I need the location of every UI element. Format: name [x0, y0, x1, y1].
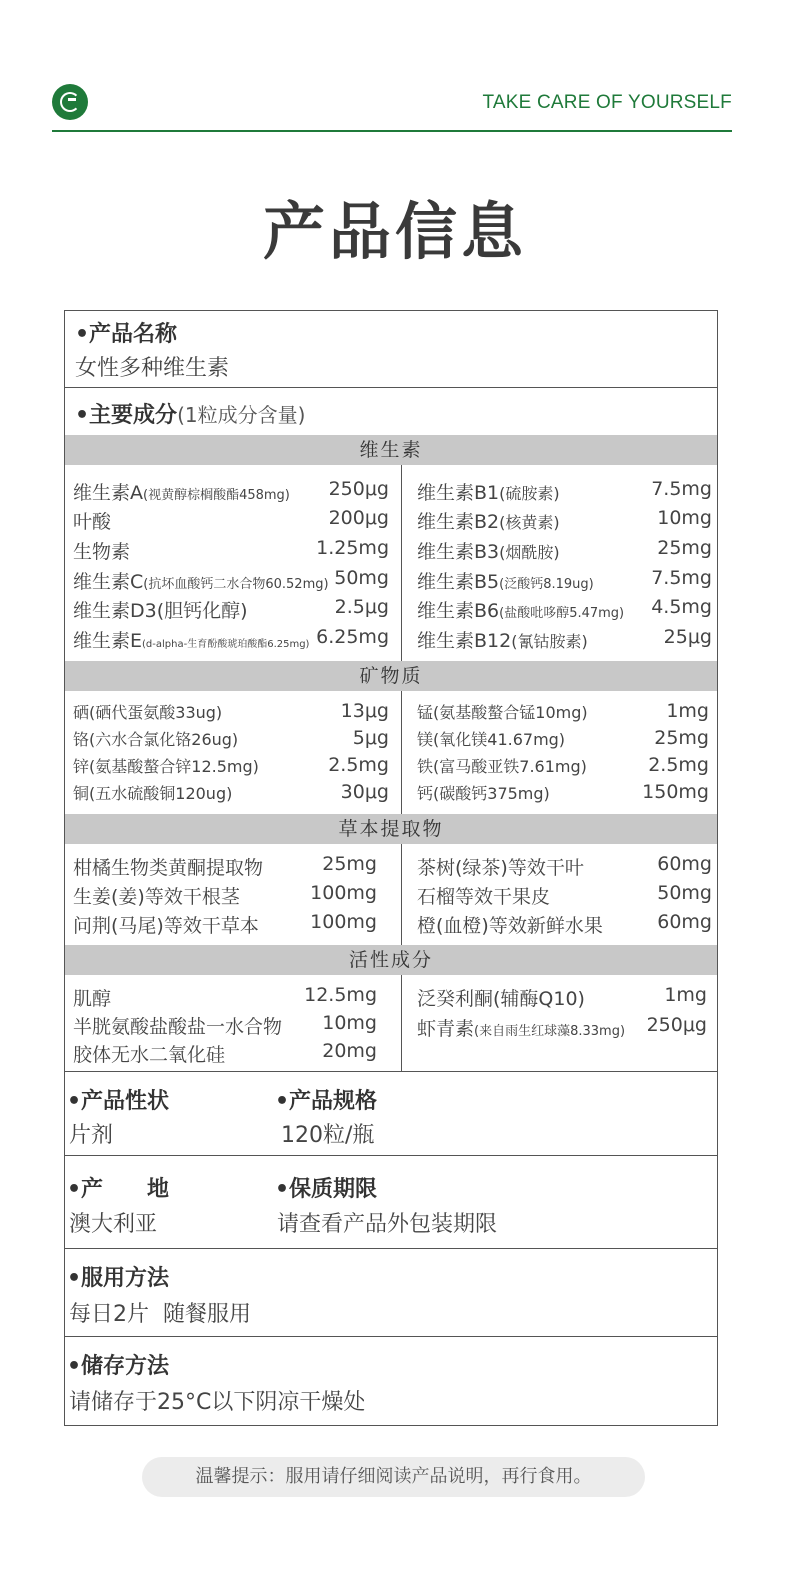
blood-orange-amount: 60mg: [657, 911, 712, 933]
herbs-band: 草本提取物: [65, 814, 717, 844]
brand-logo-icon: [52, 84, 88, 120]
vitamin-c-amount: 50mg: [334, 567, 389, 589]
minerals-band: 矿物质: [65, 661, 717, 691]
product-name-row: [65, 311, 717, 388]
vitamin-e: 维生素E(d-alpha-生育酚酸琥珀酸酯6.25mg): [73, 630, 310, 652]
vitamin-b1-amount: 7.5mg: [651, 478, 712, 500]
vitamin-d3-amount: 2.5μg: [334, 596, 389, 618]
pomegranate-amount: 50mg: [657, 882, 712, 904]
vitamin-b6-amount: 4.5mg: [651, 596, 712, 618]
vitamin-d3: 维生素D3(胆钙化醇): [73, 600, 248, 622]
astaxanthin-amount: 250μg: [646, 1014, 707, 1036]
form-spec-row: [65, 1072, 717, 1156]
selenium: 硒(硒代蛋氨酸33ug): [73, 703, 223, 722]
column-divider: [401, 465, 402, 661]
ginger-amount: 100mg: [310, 882, 377, 904]
vitamin-b3: 维生素B3(烟酰胺): [417, 541, 560, 563]
selenium-amount: 13μg: [340, 700, 389, 722]
copper-amount: 30μg: [340, 781, 389, 803]
vitamin-b1: 维生素B1(硫胺素): [417, 482, 560, 504]
copper: 铜(五水硫酸铜120ug): [73, 784, 233, 803]
vitamin-b12: 维生素B12(氰钴胺素): [417, 630, 588, 652]
origin-label: •产 地: [67, 1177, 170, 1202]
spec-value: 120粒/瓶: [281, 1123, 375, 1148]
astaxanthin: 虾青素(来自雨生红球藻8.33mg): [417, 1018, 626, 1040]
inositol: 肌醇: [73, 988, 112, 1010]
horsetail-amount: 100mg: [310, 911, 377, 933]
storage-value: 请储存于25°C以下阴凉干燥处: [69, 1390, 366, 1415]
magnesium: 镁(氧化镁41.67mg): [417, 730, 566, 749]
column-divider: [401, 844, 402, 945]
zinc: 锌(氨基酸螯合锌12.5mg): [73, 757, 259, 776]
vitamin-b2: 维生素B2(核黄素): [417, 511, 560, 533]
zinc-amount: 2.5mg: [328, 754, 389, 776]
vitamin-a-amount: 250μg: [328, 478, 389, 500]
vitamins-band: 维生素: [65, 435, 717, 465]
biotin-amount: 1.25mg: [316, 537, 389, 559]
origin-shelf-row: [65, 1156, 717, 1249]
storage-label: •储存方法: [67, 1354, 170, 1379]
usage-row: [65, 1249, 717, 1337]
vitamin-b2-amount: 10mg: [657, 507, 712, 529]
usage-label: •服用方法: [67, 1266, 170, 1291]
form-value: 片剂: [69, 1123, 114, 1148]
blood-orange: 橙(血橙)等效新鲜水果: [417, 915, 603, 937]
actives-band: 活性成分: [65, 945, 717, 975]
ingredients-label: •主要成分(1粒成分含量): [75, 403, 306, 428]
iron: 铁(富马酸亚铁7.61mg): [417, 757, 587, 776]
chromium: 铬(六水合氯化铬26ug): [73, 730, 239, 749]
inositol-amount: 12.5mg: [304, 984, 377, 1006]
product-name-label: •产品名称: [75, 322, 178, 347]
colloidal-silica-amount: 20mg: [322, 1040, 377, 1062]
product-name-value: 女性多种维生素: [75, 356, 230, 381]
colloidal-silica: 胶体无水二氧化硅: [73, 1044, 226, 1066]
product-info-table: [64, 310, 718, 1426]
green-tea: 茶树(绿茶)等效干叶: [417, 857, 584, 879]
vitamin-b3-amount: 25mg: [657, 537, 712, 559]
horsetail: 问荆(马尾)等效干草本: [73, 915, 259, 937]
pomegranate: 石榴等效干果皮: [417, 886, 551, 908]
vitamin-a: 维生素A(视黄醇棕榈酸酯458mg): [73, 482, 290, 504]
coenzyme-q10: 泛癸利酮(辅酶Q10): [417, 988, 585, 1010]
warm-tip: 温馨提示：服用请仔细阅读产品说明，再行食用。: [142, 1457, 645, 1497]
citrus-bioflavonoid-amount: 25mg: [322, 853, 377, 875]
chromium-amount: 5μg: [352, 727, 389, 749]
vitamin-b6: 维生素B6(盐酸吡哆醇5.47mg): [417, 600, 625, 622]
magnesium-amount: 25mg: [654, 727, 709, 749]
cysteine: 半胱氨酸盐酸盐一水合物: [73, 1016, 283, 1038]
shelf-value: 请查看产品外包装期限: [277, 1212, 498, 1237]
manganese: 锰(氨基酸螯合锰10mg): [417, 703, 588, 722]
coenzyme-q10-amount: 1mg: [664, 984, 707, 1006]
page-title: 产品信息: [262, 195, 527, 268]
ingredients-row: [65, 388, 717, 435]
usage-value: 每日2片 随餐服用: [69, 1302, 251, 1327]
calcium-amount: 150mg: [642, 781, 709, 803]
origin-value: 澳大利亚: [69, 1212, 158, 1237]
manganese-amount: 1mg: [666, 700, 709, 722]
form-label: •产品性状: [67, 1089, 170, 1114]
ginger: 生姜(姜)等效干根茎: [73, 886, 240, 908]
cysteine-amount: 10mg: [322, 1012, 377, 1034]
brand-header: [52, 82, 732, 132]
folic-acid: 叶酸: [73, 511, 112, 533]
column-divider: [401, 691, 402, 814]
iron-amount: 2.5mg: [648, 754, 709, 776]
vitamin-e-amount: 6.25mg: [316, 626, 389, 648]
vitamin-b5: 维生素B5(泛酸钙8.19ug): [417, 571, 594, 593]
vitamin-c: 维生素C(抗坏血酸钙二水合物60.52mg): [73, 571, 329, 593]
ingredients-note: (1粒成分含量): [177, 403, 306, 427]
storage-row: [65, 1337, 717, 1425]
brand-slogan: TAKE CARE OF YOURSELF: [482, 92, 732, 113]
shelf-label: •保质期限: [275, 1177, 378, 1202]
folic-acid-amount: 200μg: [328, 507, 389, 529]
green-tea-amount: 60mg: [657, 853, 712, 875]
citrus-bioflavonoid: 柑橘生物类黄酮提取物: [73, 857, 264, 879]
vitamin-b5-amount: 7.5mg: [651, 567, 712, 589]
spec-label: •产品规格: [275, 1089, 378, 1114]
vitamin-b12-amount: 25μg: [663, 626, 712, 648]
biotin: 生物素: [73, 541, 131, 563]
calcium: 钙(碳酸钙375mg): [417, 784, 550, 803]
